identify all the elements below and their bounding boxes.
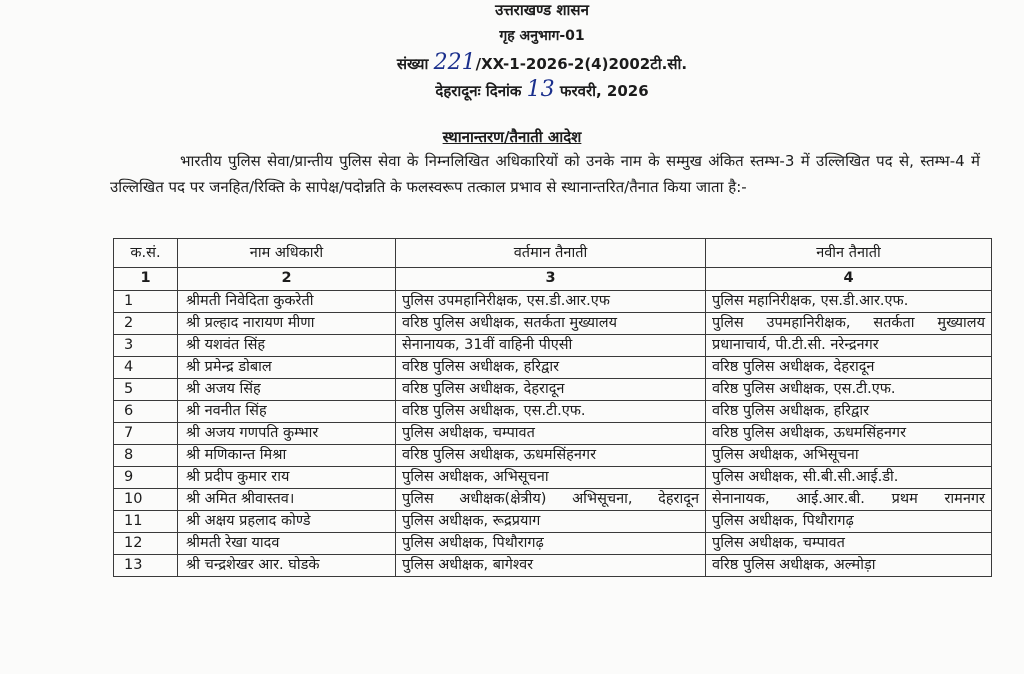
column-number-row [114, 268, 992, 291]
officer-name-cell: श्रीमती निवेदिता कुकरेती [178, 291, 396, 313]
table-row [114, 533, 992, 555]
new-posting-cell: वरिष्ठ पुलिस अधीक्षक, हरिद्वार [706, 401, 992, 423]
officer-name-cell: श्री प्रल्हाद नारायण मीणा [178, 313, 396, 335]
order-date-suffix: फरवरी, 2026 [559, 82, 649, 100]
serial-cell: 7 [114, 423, 178, 445]
serial-cell: 13 [114, 555, 178, 577]
serial-cell: 12 [114, 533, 178, 555]
serial-cell: 5 [114, 379, 178, 401]
table-row [114, 401, 992, 423]
new-posting-cell: प्रधानाचार्य, पी.टी.सी. नरेन्द्रनगर [706, 335, 992, 357]
officer-name-cell: श्री अजय सिंह [178, 379, 396, 401]
current-posting-cell: पुलिस अधीक्षक, बागेश्वर [396, 555, 706, 577]
new-posting-cell: पुलिस अधीक्षक, सी.बी.सी.आई.डी. [706, 467, 992, 489]
order-number-handwritten: 221 [433, 50, 476, 75]
current-posting-cell: पुलिस अधीक्षक(क्षेत्रीय) अभिसूचना, देहरादून [396, 489, 706, 511]
officer-name-cell: श्री अजय गणपति कुम्भार [178, 423, 396, 445]
officer-name-cell: श्री यशवंत सिंह [178, 335, 396, 357]
current-posting-cell: वरिष्ठ पुलिस अधीक्षक, देहरादून [396, 379, 706, 401]
table-row [114, 379, 992, 401]
serial-cell: 9 [114, 467, 178, 489]
new-posting-cell: वरिष्ठ पुलिस अधीक्षक, देहरादून [706, 357, 992, 379]
new-posting-cell: पुलिस अधीक्षक, चम्पावत [706, 533, 992, 555]
table-row [114, 555, 992, 577]
new-posting-cell: पुलिस महानिरीक्षक, एस.डी.आर.एफ. [706, 291, 992, 313]
new-posting-cell: पुलिस अधीक्षक, अभिसूचना [706, 445, 992, 467]
table-header-row [114, 239, 992, 268]
current-posting-cell: पुलिस अधीक्षक, चम्पावत [396, 423, 706, 445]
table-row [114, 313, 992, 335]
table-row [114, 489, 992, 511]
officer-name-cell: श्री प्रमेन्द्र डोबाल [178, 357, 396, 379]
header-officer-name: नाम अधिकारी [178, 239, 396, 268]
new-posting-cell: वरिष्ठ पुलिस अधीक्षक, ऊधमसिंहनगर [706, 423, 992, 445]
current-posting-cell: पुलिस अधीक्षक, अभिसूचना [396, 467, 706, 489]
serial-cell: 4 [114, 357, 178, 379]
officer-name-cell: श्री मणिकान्त मिश्रा [178, 445, 396, 467]
government-heading: उत्तराखण्ड शासन [495, 1, 589, 19]
header-new-posting: नवीन तैनाती [706, 239, 992, 268]
officer-name-cell: श्री नवनीत सिंह [178, 401, 396, 423]
column-number: 3 [396, 268, 706, 291]
order-subject: स्थानान्तरण/तैनाती आदेश [442, 128, 582, 146]
order-number-prefix: संख्या [396, 55, 429, 73]
new-posting-cell: वरिष्ठ पुलिस अधीक्षक, अल्मोड़ा [706, 555, 992, 577]
serial-cell: 11 [114, 511, 178, 533]
order-date [30, 77, 1024, 102]
new-posting-cell: पुलिस अधीक्षक, पिथौरागढ़ [706, 511, 992, 533]
column-number: 1 [114, 268, 178, 291]
current-posting-cell: सेनानायक, 31वीं वाहिनी पीएसी [396, 335, 706, 357]
column-number: 2 [178, 268, 396, 291]
order-number-suffix: /XX-1-2026-2(4)2002टी.सी. [475, 55, 688, 73]
new-posting-cell: पुलिस उपमहानिरीक्षक, सतर्कता मुख्यालय [706, 313, 992, 335]
table-row [114, 445, 992, 467]
order-date-handwritten: 13 [526, 77, 555, 102]
serial-cell: 6 [114, 401, 178, 423]
current-posting-cell: पुलिस अधीक्षक, पिथौरागढ़ [396, 533, 706, 555]
new-posting-cell: सेनानायक, आई.आर.बी. प्रथम रामनगर [706, 489, 992, 511]
officer-name-cell: श्री अमित श्रीवास्तव। [178, 489, 396, 511]
order-date-prefix: देहरादूनः दिनांक [435, 82, 522, 100]
officer-name-cell: श्रीमती रेखा यादव [178, 533, 396, 555]
serial-cell: 2 [114, 313, 178, 335]
officer-name-cell: श्री चन्द्रशेखर आर. घोडके [178, 555, 396, 577]
table-row [114, 511, 992, 533]
current-posting-cell: पुलिस अधीक्षक, रूद्रप्रयाग [396, 511, 706, 533]
serial-cell: 8 [114, 445, 178, 467]
current-posting-cell: वरिष्ठ पुलिस अधीक्षक, एस.टी.एफ. [396, 401, 706, 423]
current-posting-cell: वरिष्ठ पुलिस अधीक्षक, ऊधमसिंहनगर [396, 445, 706, 467]
new-posting-cell: वरिष्ठ पुलिस अधीक्षक, एस.टी.एफ. [706, 379, 992, 401]
current-posting-cell: वरिष्ठ पुलिस अधीक्षक, सतर्कता मुख्यालय [396, 313, 706, 335]
table-row [114, 467, 992, 489]
header-current-posting: वर्तमान तैनाती [396, 239, 706, 268]
serial-cell: 3 [114, 335, 178, 357]
officer-name-cell: श्री प्रदीप कुमार राय [178, 467, 396, 489]
serial-cell: 10 [114, 489, 178, 511]
table-row [114, 291, 992, 313]
order-number [30, 50, 1024, 75]
transfer-table [113, 238, 992, 577]
serial-cell: 1 [114, 291, 178, 313]
officer-name-cell: श्री अक्षय प्रहलाद कोण्डे [178, 511, 396, 533]
header-serial: क.सं. [114, 239, 178, 268]
order-paragraph: भारतीय पुलिस सेवा/प्रान्तीय पुलिस सेवा के निम्नलिखित अधिकारियों को उनके नाम के सम्मुख अंकित स्तम्भ-3 में उल्लिखित पद से, स्तम्भ-4 में उल्लिखित पद पर जनहित/रिक्ति के सापेक्ष/पदोन्नति के फलस्वरूप तत्काल प्रभाव से स्थानान्तरित/तैनात किया जाता है:- [110, 152, 980, 196]
section-heading: गृह अनुभाग-01 [499, 28, 585, 44]
table-row [114, 335, 992, 357]
column-number: 4 [706, 268, 992, 291]
table-row [114, 423, 992, 445]
current-posting-cell: पुलिस उपमहानिरीक्षक, एस.डी.आर.एफ [396, 291, 706, 313]
current-posting-cell: वरिष्ठ पुलिस अधीक्षक, हरिद्वार [396, 357, 706, 379]
table-row [114, 357, 992, 379]
